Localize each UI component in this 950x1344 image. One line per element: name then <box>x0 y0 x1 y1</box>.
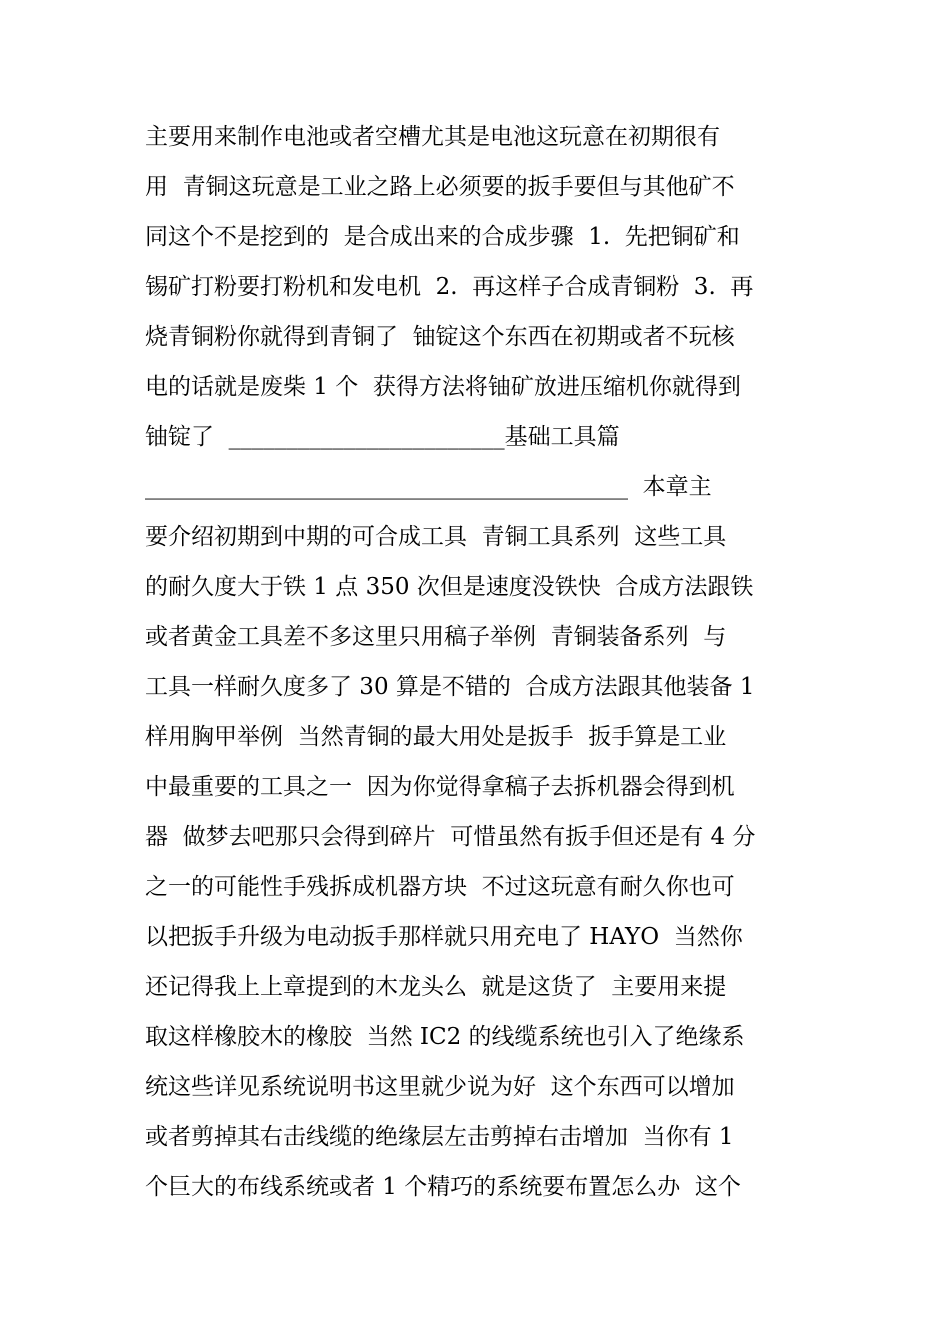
text-line: 或者剪掉其右击线缆的绝缘层左击剪掉右击增加 当你有 1 <box>145 1124 734 1150</box>
text-line: 统这些详见系统说明书这里就少说为好 这个东西可以增加 <box>145 1074 735 1100</box>
text-line: 或者黄金工具差不多这里只用稿子举例 青铜装备系列 与 <box>145 624 727 650</box>
text-line: __________________________________________ 本章主 <box>145 474 712 500</box>
text-line: 取这样橡胶木的橡胶 当然 IC2 的线缆系统也引入了绝缘系 <box>145 1024 745 1050</box>
text-line: 电的话就是废柴 1 个 获得方法将铀矿放进压缩机你就得到 <box>145 374 741 400</box>
text-line: 中最重要的工具之一 因为你觉得拿稿子去拆机器会得到机 <box>145 774 735 800</box>
text-line: 样用胸甲举例 当然青铜的最大用处是扳手 扳手算是工业 <box>145 724 727 750</box>
text-line: 器 做梦去吧那只会得到碎片 可惜虽然有扳手但还是有 4 分 <box>145 824 756 850</box>
text-line: 主要用来制作电池或者空槽尤其是电池这玩意在初期很有 <box>145 124 720 150</box>
text-line: 锡矿打粉要打粉机和发电机 2. 再这样子合成青铜粉 3. 再 <box>145 274 754 300</box>
text-line: 要介绍初期到中期的可合成工具 青铜工具系列 这些工具 <box>145 524 727 550</box>
text-line: 以把扳手升级为电动扳手那样就只用充电了 HAYO 当然你 <box>145 924 743 950</box>
text-line: 烧青铜粉你就得到青铜了 铀锭这个东西在初期或者不玩核 <box>145 324 735 350</box>
text-line: 还记得我上上章提到的木龙头么 就是这货了 主要用来提 <box>145 974 727 1000</box>
text-line: 之一的可能性手残拆成机器方块 不过这玩意有耐久你也可 <box>145 874 735 900</box>
text-line: 个巨大的布线系统或者 1 个精巧的系统要布置怎么办 这个 <box>145 1174 741 1200</box>
text-line: 工具一样耐久度多了 30 算是不错的 合成方法跟其他装备 1 <box>145 674 755 700</box>
text-line: 同这个不是挖到的 是合成出来的合成步骤 1. 先把铜矿和 <box>145 224 740 250</box>
body-text <box>145 112 810 1212</box>
text-line: 的耐久度大于铁 1 点 350 次但是速度没铁快 合成方法跟铁 <box>145 574 754 600</box>
text-line: 用 青铜这玩意是工业之路上必须要的扳手要但与其他矿不 <box>145 174 735 200</box>
text-line: 铀锭了 ________________________基础工具篇 <box>145 424 620 450</box>
